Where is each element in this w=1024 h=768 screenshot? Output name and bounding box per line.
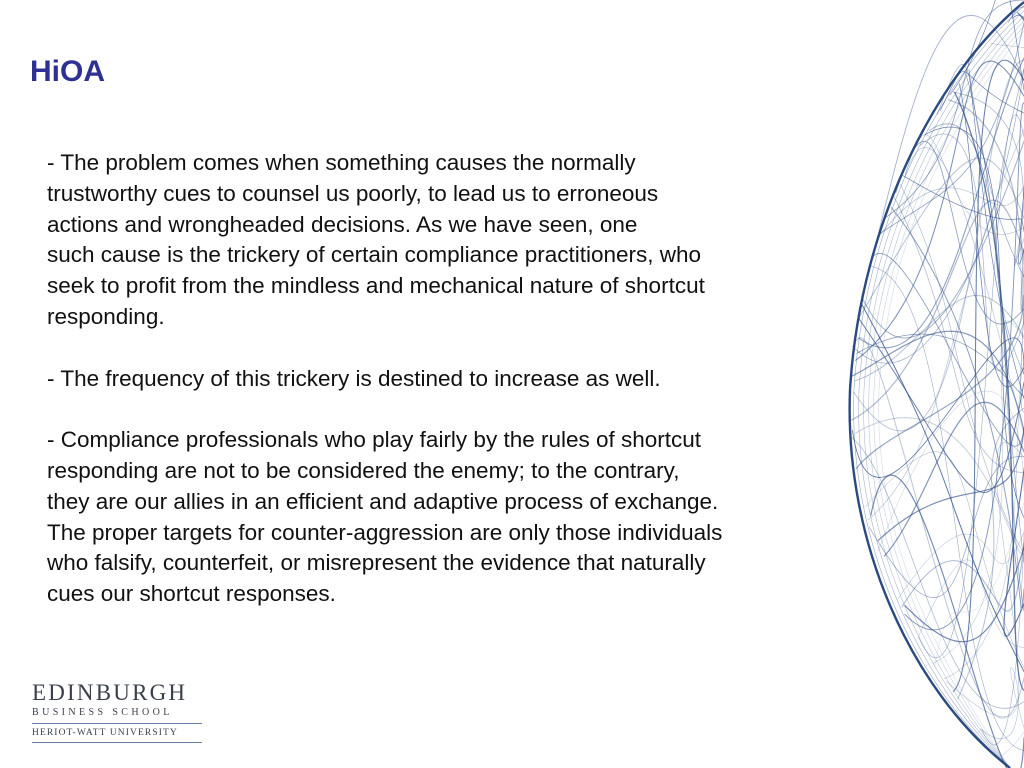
- globe-strand: [856, 295, 1024, 469]
- edinburgh-business-school-logo: [32, 680, 204, 743]
- logo-business-school: BUSINESS SCHOOL: [32, 707, 173, 718]
- globe-strand: [871, 475, 1024, 768]
- logo-edinburgh: EDINBURGH: [32, 680, 188, 705]
- body-paragraph-2: - The frequency of this trickery is destined to increase as well.: [47, 365, 661, 391]
- globe-strand: [869, 457, 1024, 598]
- globe-rim-echo: [864, 16, 1024, 768]
- logo-divider: [32, 723, 202, 724]
- globe-rim-echo: [869, 21, 1024, 768]
- globe-rim-echo: [879, 31, 1024, 768]
- logo-heriot-watt: HERIOT-WATT UNIVERSITY: [32, 728, 178, 738]
- slide-title: HiOA: [30, 55, 105, 88]
- globe-decoration-icon: [820, 0, 1024, 768]
- slide-body: [47, 148, 837, 610]
- globe-strand: [954, 92, 1024, 266]
- logo-divider-bottom: [32, 742, 202, 743]
- body-paragraph-1: - The problem comes when something causes the normally trustworthy cues to counsel us poorly, to lead us to erroneous actions and wrongheaded decisions. As we have seen, one such cause is the trickery of certain compliance practitioners, who seek to profit from the mindless and mechanical nature of shortcut responding.: [47, 150, 705, 329]
- body-paragraph-3: - Compliance professionals who play fairly by the rules of shortcut responding are not to be considered the enemy; to the contrary, they are our allies in an efficient and adaptive process of exchange. The proper targets for counter-aggression are only those individuals who falsify, counterfeit, or misrepresent the evidence that naturally cues our shortcut responses.: [47, 427, 723, 607]
- globe-strand: [949, 100, 1024, 311]
- globe-strand: [878, 186, 1024, 237]
